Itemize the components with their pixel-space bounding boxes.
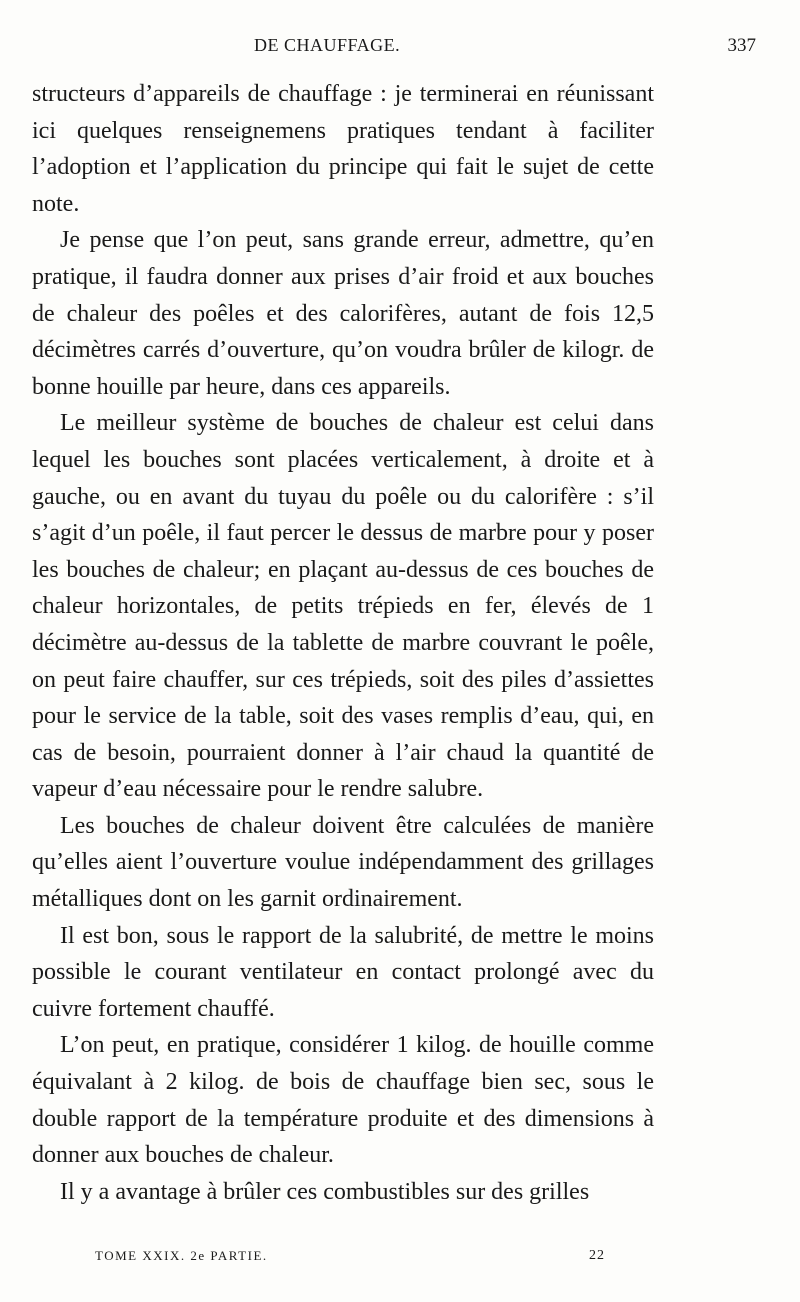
- body-text: [32, 76, 654, 1210]
- paragraph-vent-sizing: Les bouches de chaleur doivent être calculées de manière qu’elles aient l’ouverture voulue indépendamment des grillages métalliques dont on les garnit ordinairement.: [32, 812, 654, 913]
- paragraph-air-intake: Je pense que l’on peut, sans grande erreur, admettre, qu’en pratique, il faudra donner aux prises d’air froid et aux bouches de chaleur des poêles et des calorifères, autant de fois 12,5 décimètres carrés d’ouverture, qu’on voudra brûler de kilogr. de bonne houille par heure, dans ces appareils.: [32, 227, 654, 400]
- paragraph-grilles: Il y a avantage à brûler ces combustibles sur des grilles: [60, 1178, 590, 1205]
- running-title: DE CHAUFFAGE.: [254, 35, 401, 55]
- signature-mark: TOME XXIX. 2e PARTIE.: [95, 1248, 268, 1263]
- paragraph-continued: structeurs d’appareils de chauffage : je terminerai en réunissant ici quelques renseignemens pratiques tendant à faciliter l’adoption et l’application du principe qui fait le sujet de cette note.: [32, 81, 654, 217]
- sheet-number: 22: [589, 1248, 605, 1263]
- running-header: [40, 35, 756, 65]
- paragraph-salubrity: Il est bon, sous le rapport de la salubrité, de mettre le moins possible le courant ventilateur en contact prolongé avec du cuivre fortement chauffé.: [32, 922, 654, 1022]
- page-number: 337: [727, 35, 756, 56]
- paragraph-heat-vents-system: Le meilleur système de bouches de chaleur est celui dans lequel les bouches sont placées verticalement, à droite et à gauche, ou en avant du tuyau du poêle ou du calorifère : s’il s’agit d’un poêle, il faut percer le dessus de marbre pour y poser les bouches de chaleur; en plaçant au-dessus de ces bouches de chaleur horizontales, de petits trépieds en fer, élevés de 1 décimètre au-dessus de la tablette de marbre couvrant le poêle, on peut faire chauffer, sur ces trépieds, soit des piles d’assiettes pour le service de la table, soit des vases remplis d’eau, qui, en cas de besoin, pourraient donner à l’air chaud la quantité de vapeur d’eau nécessaire pour le rendre salubre.: [32, 410, 654, 803]
- paragraph-coal-wood-equivalence: L’on peut, en pratique, considérer 1 kilog. de houille comme équivalant à 2 kilog. de bois de chauffage bien sec, sous le double rapport de la température produite et des dimensions à donner aux bouches de chaleur.: [32, 1032, 654, 1169]
- page-footer: [95, 1248, 605, 1270]
